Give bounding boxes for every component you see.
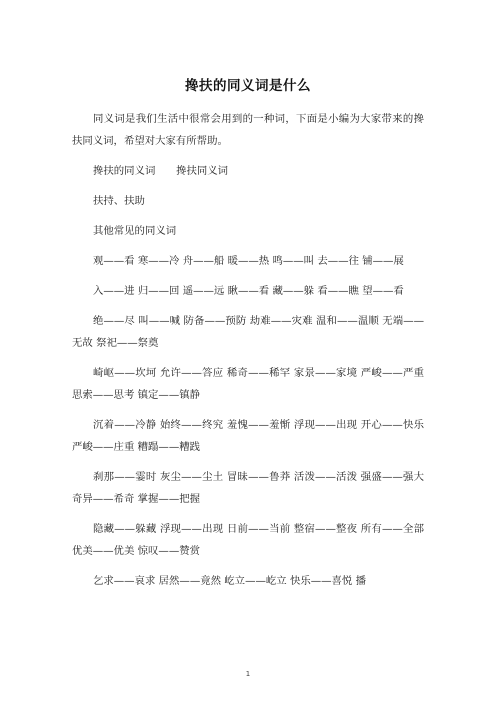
synonym-paragraph: 隐藏——躲藏 浮现——出现 日前——当前 整宿——整夜 所有——全部 优美——优美 惊叹——赞赏 (72, 523, 424, 557)
intro-paragraph: 同义词是我们生活中很常会用到的一种词，下面是小编为大家带来的搀扶同义词，希望对大家有所帮助。 (72, 113, 424, 147)
page-number: 1 (245, 670, 251, 678)
synonym-paragraph: 观——看 寒——冷 舟——船 暖——热 鸣——叫 去——往 铺——展 (93, 255, 404, 267)
synonym-paragraph: 刹那——霎时 灰尘——尘土 冒昧——鲁莽 活泼——活泼 强盛——强大 奇异——希奇 掌握——把握 (72, 471, 424, 505)
synonym-list: 扶持、扶助 (93, 195, 145, 207)
synonym-paragraph: 乞求——哀求 居然——竟然 屹立——屹立 快乐——喜悦 播 (93, 575, 366, 587)
synonym-paragraph: 崎岖——坎坷 允许——答应 稀奇——稀罕 家景——家境 严峻——严重 思索——思考 镇定——镇静 (72, 367, 424, 401)
section-heading-synonyms: 搀扶的同义词 搀扶同义词 (93, 165, 229, 177)
synonym-paragraph: 绝——尽 叫——喊 防备——预防 劫难——灾难 温和——温顺 无端——无故 祭祀——祭奠 (72, 315, 424, 349)
document-title: 搀扶的同义词是什么 (185, 78, 311, 94)
section-heading-common-synonyms: 其他常见的同义词 (93, 225, 177, 237)
document-body (72, 108, 424, 600)
synonym-paragraph: 沉着——冷静 始终——终究 羞愧——羞惭 浮现——出现 开心——快乐 严峻——庄重 糟蹋——糟践 (72, 419, 424, 453)
synonym-paragraph: 入——进 归——回 遥——远 瞅——看 藏——躲 看——瞧 望——看 (93, 285, 404, 297)
